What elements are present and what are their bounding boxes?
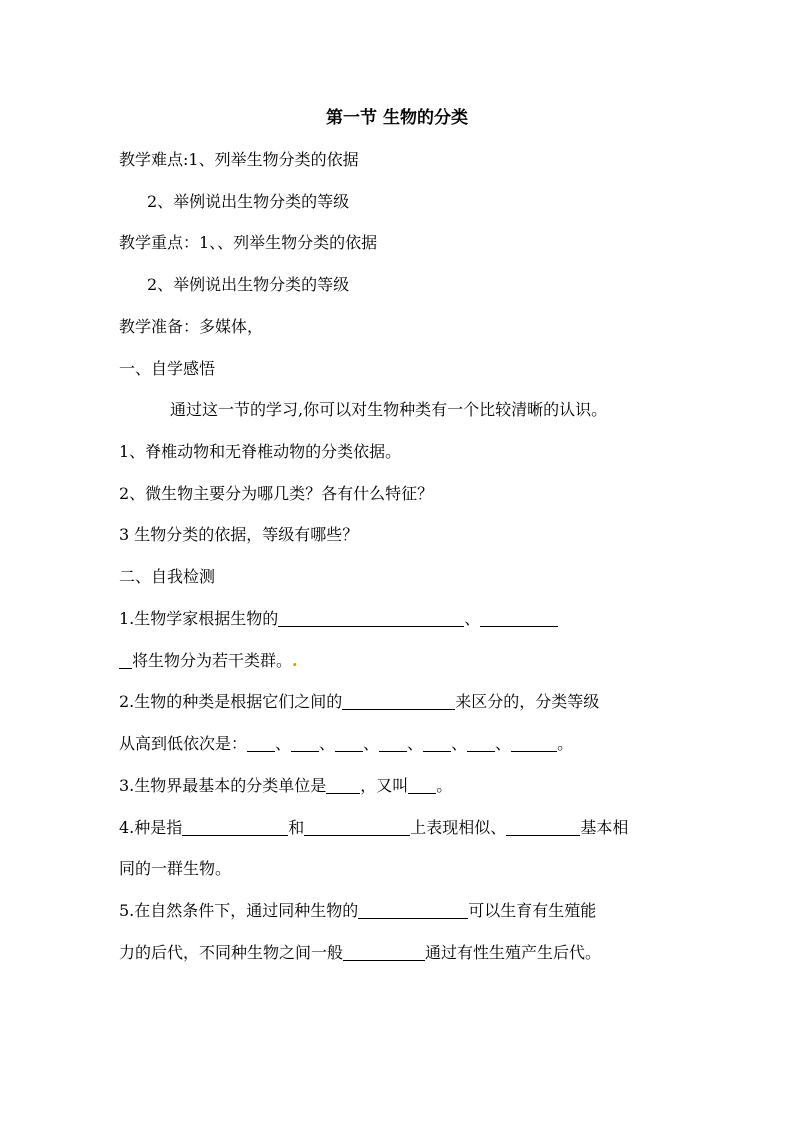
q2-separator: 、: [451, 734, 468, 753]
q5-text-b: 可以生育有生殖能: [468, 901, 597, 920]
section1-question-2: 2、微生物主要分为哪几类？各有什么特征？: [119, 484, 434, 503]
section2-question-5-cont: [119, 943, 601, 963]
section2-heading: 二、自我检测: [119, 567, 216, 586]
preparation-line: 教学准备：多媒体，: [119, 317, 264, 336]
answer-blank[interactable]: [511, 735, 557, 752]
answer-blank[interactable]: [408, 777, 436, 794]
q1-dot: .: [292, 651, 298, 670]
q4-text-b: 和: [288, 818, 305, 837]
answer-blank[interactable]: [326, 777, 360, 794]
q4-text-d: 基本相: [580, 818, 629, 837]
q4-text-a: 4.种是指: [119, 818, 183, 837]
answer-blank[interactable]: [506, 819, 580, 836]
answer-blank[interactable]: [480, 610, 558, 627]
q1-text-a: 1.生物学家根据生物的: [119, 609, 279, 628]
q1-text-b: 将生物分为若干类群。: [132, 651, 293, 670]
section1-intro: 通过这一节的学习,你可以对生物种类有一个比较清晰的认识。: [170, 400, 608, 419]
answer-blank[interactable]: [467, 735, 495, 752]
key-points-item-2: 2、举例说出生物分类的等级: [147, 275, 350, 294]
section2-question-4-cont: 同的一群生物。: [119, 859, 232, 878]
page-title: 第一节 生物的分类: [326, 108, 468, 128]
answer-blank[interactable]: [343, 944, 425, 961]
q3-text-c: 。: [436, 776, 453, 795]
answer-blank[interactable]: [278, 610, 464, 627]
answer-blank[interactable]: [379, 735, 407, 752]
q2-text-c: 从高到低依次是：: [119, 734, 248, 753]
q2-text-a: 2.生物的种类是根据它们之间的: [119, 692, 343, 711]
answer-blank[interactable]: [291, 735, 319, 752]
section1-question-3: 3 生物分类的依据，等级有哪些？: [119, 525, 359, 544]
q2-separator: 、: [363, 734, 380, 753]
section2-question-1: [119, 609, 558, 629]
answer-blank[interactable]: [358, 902, 468, 919]
q2-text-b: 来区分的，分类等级: [455, 692, 600, 711]
answer-blank[interactable]: [304, 819, 410, 836]
answer-blank[interactable]: [335, 735, 363, 752]
section2-question-3: [119, 776, 452, 796]
q2-end: 。: [557, 734, 574, 753]
q2-separator: 、: [319, 734, 336, 753]
q3-text-b: ，又叫: [360, 776, 409, 795]
section2-question-5: [119, 901, 596, 921]
q2-separator: 、: [495, 734, 512, 753]
section2-question-4: [119, 818, 628, 838]
key-points-line: 教学重点：1、、列举生物分类的依据: [119, 233, 378, 252]
answer-blank[interactable]: [423, 735, 451, 752]
q5-text-a: 5.在自然条件下，通过同种生物的: [119, 901, 359, 920]
answer-blank[interactable]: [342, 693, 455, 710]
q2-separator: 、: [275, 734, 292, 753]
q2-separator: 、: [407, 734, 424, 753]
q5-text-d: 通过有性生殖产生后代。: [425, 943, 602, 962]
answer-blank[interactable]: [182, 819, 288, 836]
q3-text-a: 3.生物界最基本的分类单位是: [119, 776, 327, 795]
section2-question-1-cont: [119, 651, 298, 671]
section1-heading: 一、自学感悟: [119, 359, 216, 378]
section2-question-2-cont: [119, 734, 573, 754]
difficulty-item-2: 2、举例说出生物分类的等级: [147, 192, 350, 211]
section1-question-1: 1、脊椎动物和无脊椎动物的分类依据。: [119, 442, 402, 461]
answer-blank[interactable]: [247, 735, 275, 752]
q4-text-c: 上表现相似、: [410, 818, 507, 837]
answer-blank[interactable]: [119, 652, 132, 669]
section2-question-2: [119, 692, 599, 712]
q1-separator: 、: [464, 609, 481, 628]
difficulty-line: 教学难点:1、列举生物分类的依据: [119, 150, 359, 169]
q5-text-c: 力的后代，不同种生物之间一般: [119, 943, 344, 962]
